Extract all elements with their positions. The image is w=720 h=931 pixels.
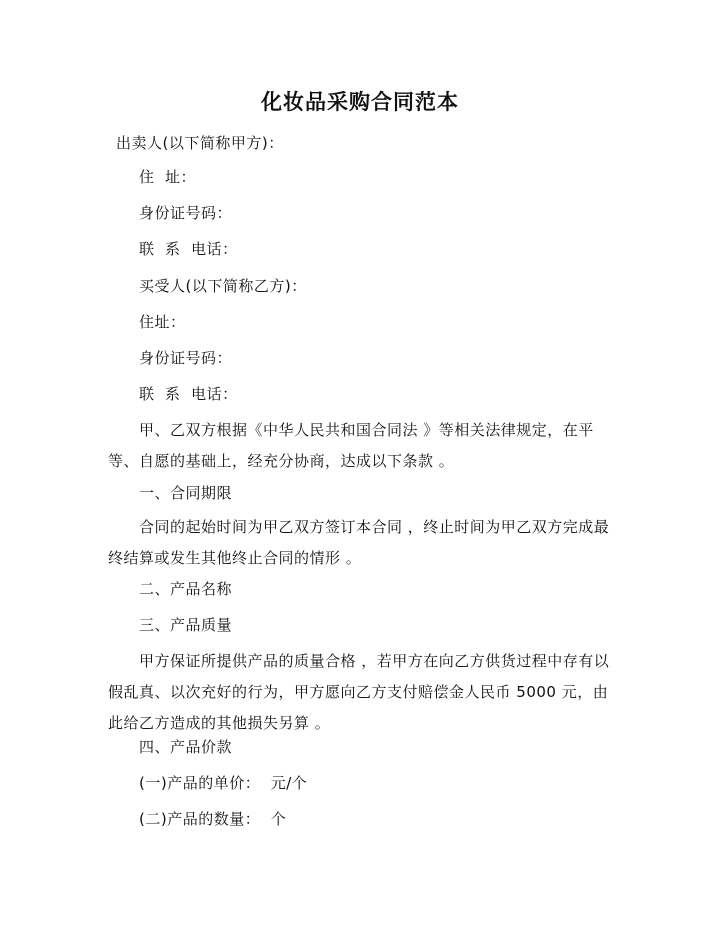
quantity-line: (二)产品的数量： 个 [139,810,287,828]
document-title: 化妆品采购合同范本 [261,89,459,114]
section2-heading: 二、产品名称 [139,580,233,598]
seller-heading: 出卖人(以下简称甲方)： [116,134,284,152]
seller-id-label: 身份证号码： [139,204,233,222]
section3-heading: 三、产品质量 [139,616,233,634]
section1-heading: 一、合同期限 [139,484,233,502]
section1-body: 合同的起始时间为甲乙双方签订本合同 ，终止时间为甲乙双方完成最终结算或发生其他终止合同的情形 。 [108,518,610,567]
preamble-paragraph: 甲、乙双方根据《中华人民共和国合同法 》等相关法律规定，在平等、自愿的基础上，经充分协商，达成以下条款 。 [108,421,594,470]
seller-address-label: 住 址： [139,168,197,186]
section3-body: 甲方保证所提供产品的质量合格 ，若甲方在向乙方供货过程中存有以假乱真、以次充好的行为，甲方愿向乙方支付赔偿金人民币 5000 元，由此给乙方造成的其他损失另算 。 [108,652,610,732]
section4-heading: 四、产品价款 [139,738,233,756]
seller-phone-label: 联 系 电话： [139,240,238,258]
buyer-heading: 买受人(以下简称乙方)： [139,277,307,295]
buyer-id-label: 身份证号码： [139,349,233,367]
unit-price-line: (一)产品的单价： 元/个 [139,774,308,792]
buyer-address-label: 住址： [139,313,186,331]
buyer-phone-label: 联 系 电话： [139,385,238,403]
